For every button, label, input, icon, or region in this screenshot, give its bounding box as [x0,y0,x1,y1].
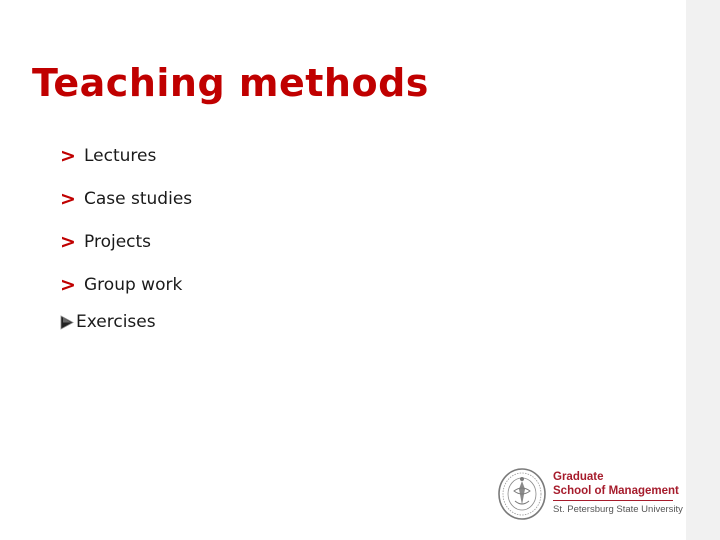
bullet-text: Projects [84,232,152,252]
logo-line-school: School of Management [553,485,679,497]
arrow-bullet-icon: > [60,145,76,167]
arrow-bullet-icon: > [60,188,76,210]
bullet-text: Group work [84,275,183,295]
right-side-band [686,0,720,540]
logo-text [553,470,683,516]
bullet-text: Exercises [76,312,156,332]
arrow-bullet-icon: > [60,231,76,253]
university-seal-icon [497,467,547,521]
logo-divider [553,500,673,501]
bullet-item-group-work [60,272,182,298]
bullet-item-lectures [60,143,156,169]
school-logo [497,467,683,521]
bullet-item-exercises [60,309,156,335]
bullet-text: Lectures [84,146,157,166]
logo-line-graduate: Graduate [553,471,604,483]
slide-title: Teaching methods [32,61,429,105]
bullet-item-case-studies [60,186,192,212]
bullet-text: Case studies [84,189,193,209]
triangle-bullet-icon [60,315,75,330]
logo-line-university: St. Petersburg State University [553,504,683,515]
arrow-bullet-icon: > [60,274,76,296]
bullet-item-projects [60,229,151,255]
